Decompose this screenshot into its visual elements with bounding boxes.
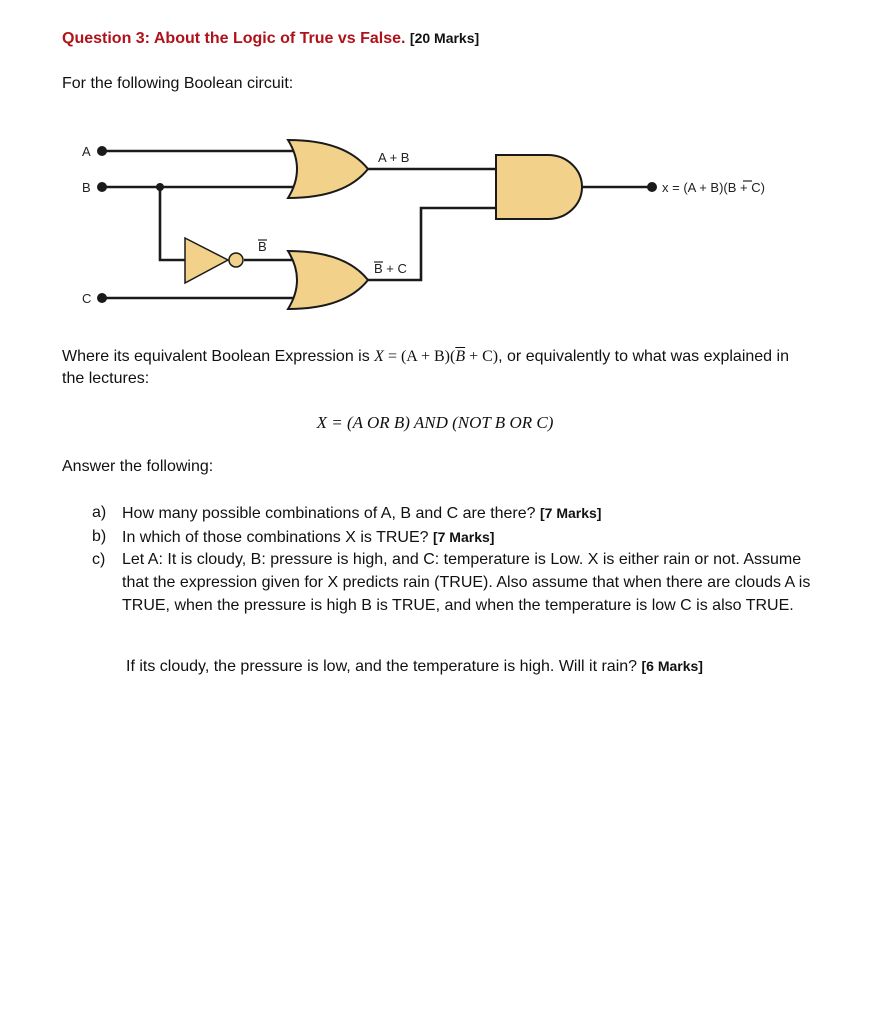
expression-before: Where its equivalent Boolean Expression is (62, 348, 375, 365)
output-dot (647, 182, 657, 192)
list-item: c) Let A: It is cloudy, B: pressure is high, and C: temperature is Low. X is either rain or not. Assume that the expression given for X predicts rain (TRUE). Also assume that when there are clouds A is TRUE, when the pressure is high B is TRUE, and when the temperature is low C is also TRUE. (92, 551, 811, 614)
label-a: A (82, 144, 91, 159)
followup-question: If its cloudy, the pressure is low, and the temperature is high. Will it rain? [6 Marks] (126, 658, 703, 675)
question-title (62, 30, 479, 48)
input-dot-c (97, 293, 107, 303)
or-gate-1 (288, 140, 368, 198)
answer-heading: Answer the following: (62, 458, 214, 475)
boolean-circuit-diagram (60, 130, 820, 320)
label-output (662, 180, 765, 195)
not-bubble (229, 253, 243, 267)
input-dot-b (97, 182, 107, 192)
label-output-prefix: x = (A + B)( (662, 180, 728, 195)
intro-text: For the following Boolean circuit: (62, 75, 294, 92)
question-heading: Question 3: About the Logic of True vs False. (62, 30, 406, 47)
label-output-bbar: B (727, 180, 737, 195)
label-or1: A + B (378, 150, 410, 165)
expression-formula: $X = (A + B)(\overline{B} + C)$ (374, 348, 499, 365)
question-list (92, 502, 812, 618)
label-or2-b: B (374, 261, 383, 276)
and-gate (496, 155, 582, 219)
expression-paragraph (62, 346, 802, 390)
or-gate-2 (288, 251, 368, 309)
label-c: C (82, 291, 92, 306)
label-b: B (82, 180, 91, 195)
question-marks: [20 Marks] (409, 30, 480, 46)
expression-after: , or equivalently to what was explained in the lectures: (62, 348, 789, 387)
centered-expression: X = (A OR B) AND (NOT B OR C) (316, 413, 554, 432)
not-gate (185, 238, 228, 283)
label-not: B (258, 239, 267, 254)
wire-b-branch (160, 187, 185, 260)
list-item: a) How many possible combinations of A, B and C are there? [7 Marks] (92, 504, 602, 522)
input-dot-a (97, 146, 107, 156)
label-or2-rest: + C (382, 261, 407, 276)
label-output-suffix: + C) (736, 180, 765, 195)
label-or2 (374, 261, 407, 276)
junction-dot-b (156, 183, 164, 191)
list-item: b) In which of those combinations X is TRUE? [7 Marks] (92, 527, 495, 546)
